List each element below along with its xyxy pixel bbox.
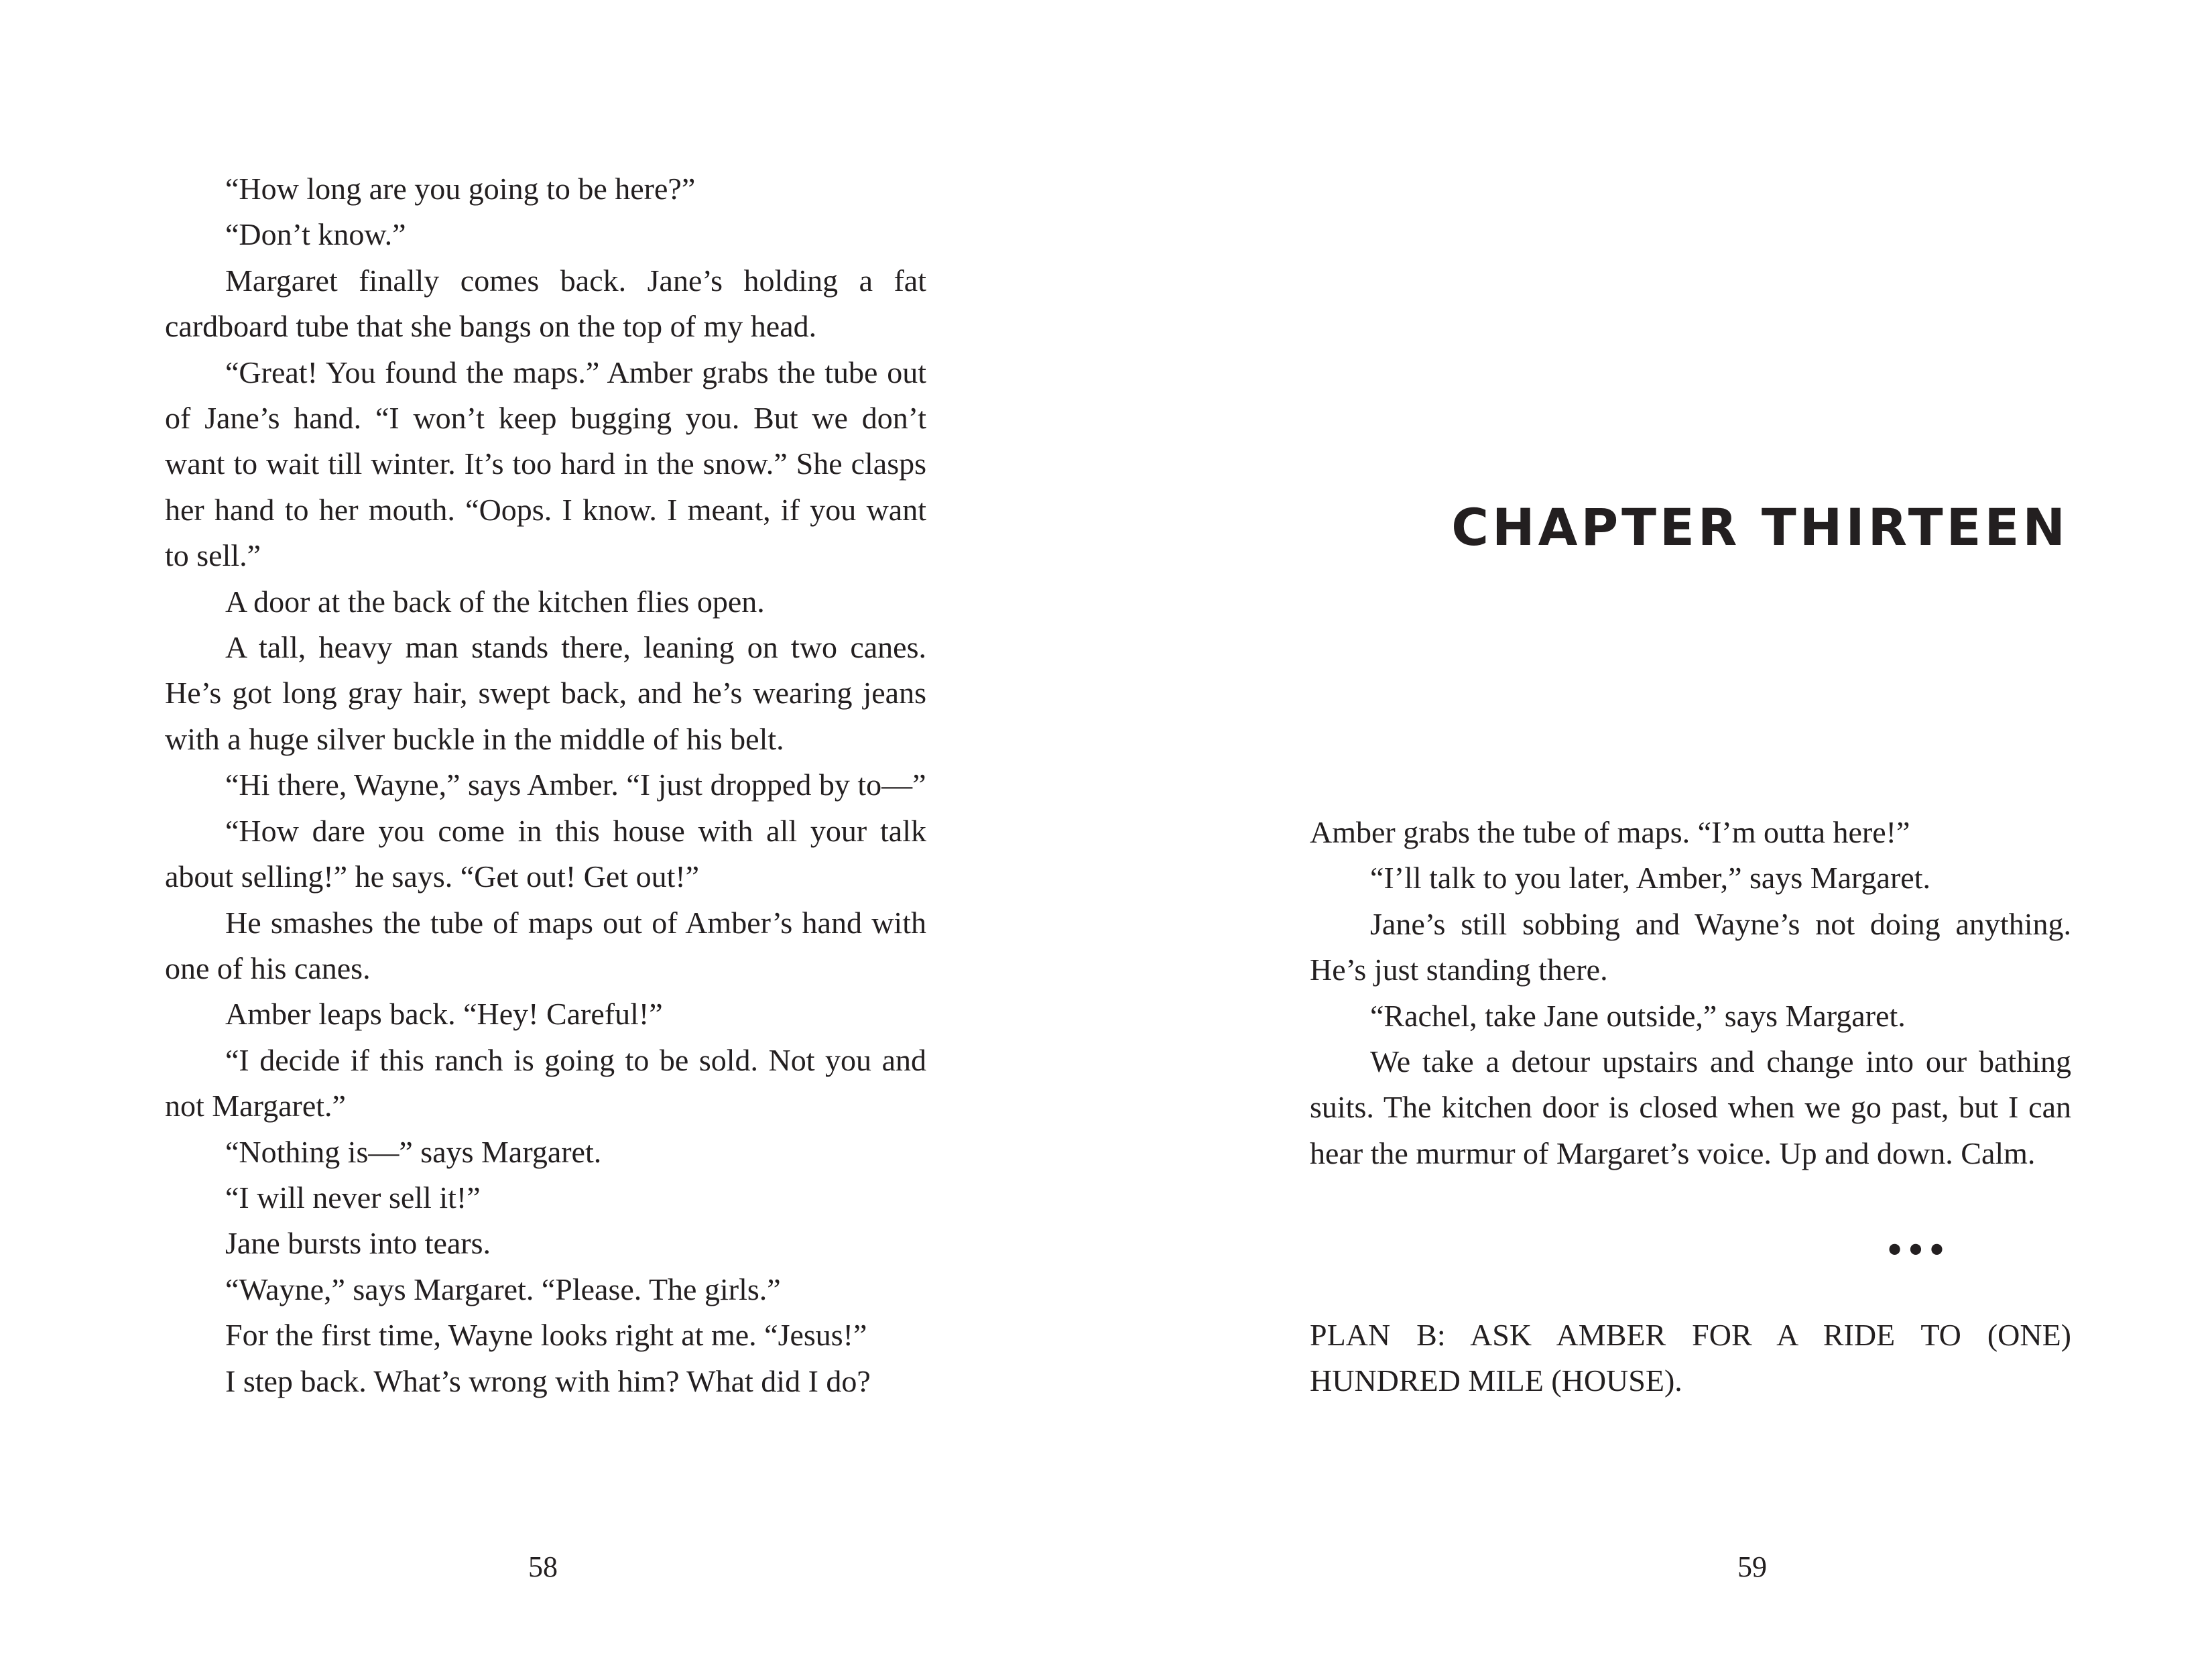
paragraph: “Wayne,” says Margaret. “Please. The girls.” bbox=[225, 1272, 781, 1306]
paragraph: “Don’t know.” bbox=[225, 217, 406, 252]
paragraph: “Nothing is—” says Margaret. bbox=[225, 1134, 602, 1169]
paragraph: He smashes the tube of maps out of Amber’s hand with one of his canes. bbox=[165, 905, 926, 985]
page-number-left: 58 bbox=[528, 1550, 558, 1583]
scene-break-dots: ••• bbox=[1884, 1232, 1949, 1268]
chapter-title: CHAPTER THIRTEEN bbox=[1451, 497, 2069, 557]
paragraph: Amber grabs the tube of maps. “I’m outta here!” bbox=[1310, 815, 1910, 849]
left-page-text bbox=[165, 166, 926, 1404]
paragraph: Jane’s still sobbing and Wayne’s not doing anything. He’s just standing there. bbox=[1310, 906, 2071, 987]
paragraph: Margaret finally comes back. Jane’s holding a fat cardboard tube that she bangs on the top of my head. bbox=[165, 263, 926, 344]
right-page-text bbox=[1310, 810, 2071, 1176]
paragraph: Jane bursts into tears. bbox=[225, 1226, 491, 1261]
plan-text-block bbox=[1310, 1312, 2071, 1404]
paragraph: For the first time, Wayne looks right at me. “Jesus!” bbox=[225, 1318, 867, 1353]
paragraph: “How long are you going to be here?” bbox=[225, 172, 696, 206]
paragraph: “I’ll talk to you later, Amber,” says Margaret. bbox=[1370, 861, 1930, 896]
paragraph: Amber leaps back. “Hey! Careful!” bbox=[225, 997, 663, 1032]
right-page bbox=[1106, 0, 2212, 1659]
paragraph: “I decide if this ranch is going to be sold. Not you and not Margaret.” bbox=[165, 1042, 926, 1123]
paragraph: “I will never sell it!” bbox=[225, 1180, 481, 1215]
paragraph: A tall, heavy man stands there, leaning on two canes. He’s got long gray hair, swept back, and he’s wearing jeans with a huge silver buckle in the middle of his belt. bbox=[165, 630, 926, 756]
plan-text: PLAN B: ASK AMBER FOR A RIDE TO (ONE) HUNDRED MILE (HOUSE). bbox=[1310, 1318, 2071, 1398]
paragraph: A door at the back of the kitchen flies open. bbox=[225, 584, 765, 619]
paragraph: “Rachel, take Jane outside,” says Margaret. bbox=[1370, 998, 1906, 1033]
paragraph: “Hi there, Wayne,” says Amber. “I just dropped by to—” bbox=[225, 767, 926, 802]
paragraph: “How dare you come in this house with all your talk about selling!” he says. “Get out! Get out!” bbox=[165, 813, 926, 894]
paragraph: We take a detour upstairs and change into our bathing suits. The kitchen door is closed when we go past, but I can hear the murmur of Margaret’s voice. Up and down. Calm. bbox=[1310, 1044, 2071, 1170]
paragraph: “Great! You found the maps.” Amber grabs the tube out of Jane’s hand. “I won’t keep bugging you. But we don’t want to wait till winter. It’s too hard in the snow.” She clasps her hand to her mouth. “Oops. I know. I meant, if you want to sell.” bbox=[165, 355, 926, 573]
paragraph: I step back. What’s wrong with him? What did I do? bbox=[225, 1363, 871, 1398]
page-number-right: 59 bbox=[1737, 1550, 1767, 1583]
